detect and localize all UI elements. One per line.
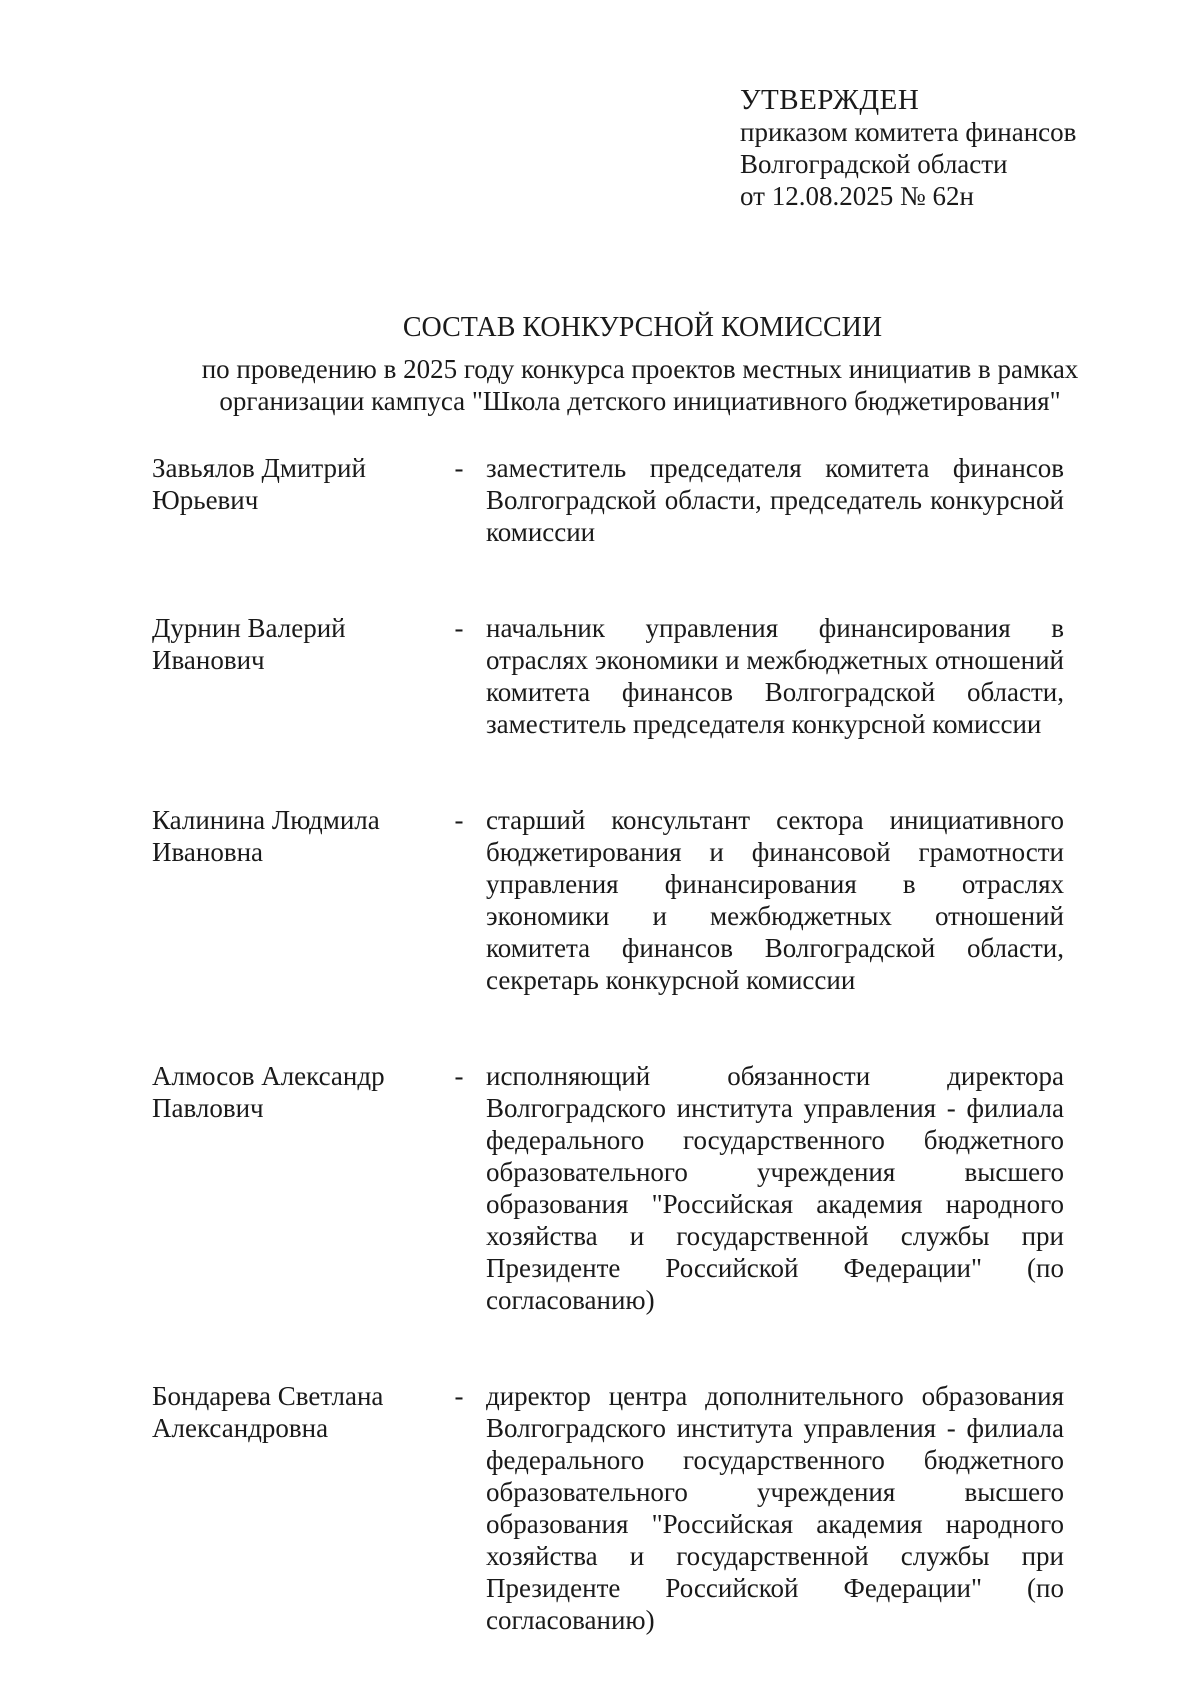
member-dash: - <box>454 613 464 643</box>
member-role: исполняющий обязанности директора Волгоградского института управления - филиала федерального государственного бюджетного образовательного учреждения высшего образования "Российская академия народного хозяйства и государственной службы при Президенте Российской Федерации" (по согласованию) <box>486 1061 1064 1315</box>
member-dash: - <box>454 453 464 483</box>
member-role: заместитель председателя комитета финансов Волгоградской области, председатель конкурсной комиссии <box>486 453 1064 547</box>
member-row <box>152 804 1064 996</box>
member-name: Дурнин Валерий Иванович <box>152 613 346 675</box>
member-dash: - <box>454 1061 464 1091</box>
approval-title: УТВЕРЖДЕН <box>740 84 920 116</box>
document-title: СОСТАВ КОНКУРСНОЙ КОМИССИИ <box>402 312 883 343</box>
member-name: Алмосов Александр Павлович <box>152 1061 385 1123</box>
member-row <box>152 1380 1064 1636</box>
member-row <box>152 1060 1064 1316</box>
document-subtitle: по проведению в 2025 году конкурса проектов местных инициатив в рамках организации кампуса "Школа детского инициативного бюджетирования" <box>201 354 1079 416</box>
approval-line-region: Волгоградской области <box>740 149 1008 179</box>
member-name: Бондарева Светлана Александровна <box>152 1381 384 1443</box>
member-row <box>152 452 1064 548</box>
member-name: Завьялов Дмитрий Юрьевич <box>152 453 366 515</box>
approval-line-date: от 12.08.2025 № 62н <box>740 181 974 211</box>
member-name: Калинина Людмила Ивановна <box>152 805 380 867</box>
member-row <box>152 612 1064 740</box>
approval-line-order: приказом комитета финансов <box>740 117 1077 147</box>
member-role: старший консультант сектора инициативного бюджетирования и финансовой грамотности управления финансирования в отраслях экономики и межбюджетных отношений комитета финансов Волгоградской области, секретарь конкурсной комиссии <box>486 805 1064 995</box>
member-dash: - <box>454 805 464 835</box>
member-role: начальник управления финансирования в отраслях экономики и межбюджетных отношений комитета финансов Волгоградской области, заместитель председателя конкурсной комиссии <box>486 613 1064 739</box>
member-dash: - <box>454 1381 464 1411</box>
commission-member-list <box>152 452 1064 1636</box>
member-role: директор центра дополнительного образования Волгоградского института управления - филиала федерального государственного бюджетного образовательного учреждения высшего образования "Российская академия народного хозяйства и государственной службы при Президенте Российской Федерации" (по согласованию) <box>486 1381 1064 1635</box>
approval-stamp <box>740 84 1076 212</box>
